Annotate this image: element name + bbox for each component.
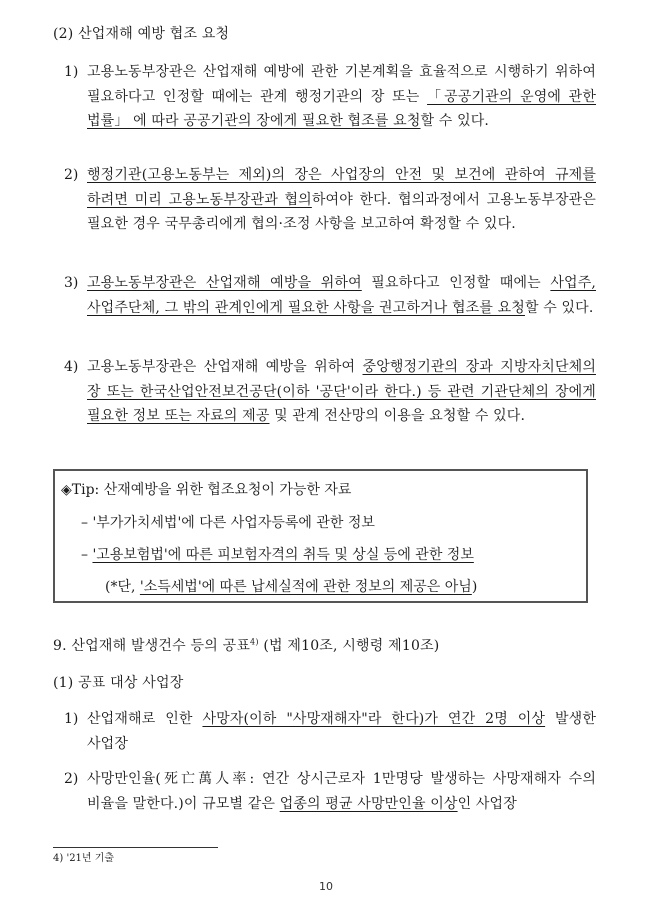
dash-bullet: – bbox=[81, 547, 88, 563]
text-span: 발생한 사업장 bbox=[87, 711, 597, 752]
underlined-text: 사업주, 사업주단체, 그 밖의 관계인에게 필요한 사항을 권고하거나 협조를 요청 bbox=[87, 275, 596, 316]
tip-line-3: (*단, '소득세법'에 따른 납세실적에 관한 정보의 제공은 아님) bbox=[105, 579, 478, 595]
text-span: 고용노동부장관은 산업재해 예방에 관한 기본계획을 효율적으로 시행하기 위하여 필요하다고 인정할 때에는 관계 행정기관의 장 또는 bbox=[87, 64, 596, 105]
text-span: 할 수 있다. bbox=[420, 113, 490, 129]
item-body bbox=[87, 355, 596, 429]
underlined-text: 고용노동부장관은 산업재해 예방을 위하여 bbox=[87, 275, 362, 291]
list-item-2 bbox=[64, 163, 596, 237]
item-number: 2) bbox=[64, 167, 79, 183]
item-number: 1) bbox=[64, 64, 79, 80]
diamond-bullet-icon: ◈ bbox=[61, 482, 72, 498]
item-body bbox=[87, 707, 596, 756]
section-heading-accident-disclosure: 9. 산업재해 발생건수 등의 공표$^{4)}$ (법 제10조, 시행령 제10조) bbox=[53, 637, 440, 654]
underlined-text: 행정기관(고용노동부는 제외)의 장은 사업장의 안전 및 보건에 관하여 규제를 하려면 미리 고용노동부장관과 협의 bbox=[87, 167, 596, 208]
item-body bbox=[87, 60, 596, 134]
underlined-text: 사망자(이하 "사망재해자"라 한다)가 연간 2명 이상 bbox=[202, 711, 546, 727]
item-number: 1) bbox=[64, 711, 79, 727]
list-item-1 bbox=[64, 60, 596, 134]
item-body bbox=[87, 163, 596, 237]
text-span: 사망만인율(死亡萬人率: 연간 상시근로자 1만명당 발생하는 사망재해자 수의 비율을 말한다.)이 규모별 같은 bbox=[87, 771, 596, 812]
text-span: 필요하다고 인정할 때에는 bbox=[361, 275, 551, 291]
item-number: 2) bbox=[64, 771, 79, 787]
subheading-target-workplaces: (1) 공표 대상 사업장 bbox=[53, 675, 184, 691]
list-item-disclosure-1 bbox=[64, 707, 596, 756]
text-span: 하여야 한다. 협의과정에서 고용노동부장관은 필요한 경우 국무총리에게 협의·조정 사항을 보고하여 확정할 수 있다. bbox=[87, 191, 596, 232]
tip-line-1: – '부가가치세법'에 다른 사업자등록에 관한 정보 bbox=[81, 515, 375, 531]
underlined-text: 「공공기관의 운영에 관한 법률」 에 따라 공공기관의 장에게 필요한 협조를 요청 bbox=[87, 88, 597, 129]
section-heading-cooperation-request: (2) 산업재해 예방 협조 요청 bbox=[53, 26, 230, 42]
footnote: 4) '21년 기출 bbox=[53, 853, 115, 864]
footnote-divider bbox=[53, 847, 218, 848]
item-body bbox=[87, 767, 596, 816]
item-number: 4) bbox=[64, 359, 79, 375]
dash-bullet: – bbox=[81, 515, 88, 531]
text-span: 할 수 있다. bbox=[524, 299, 594, 316]
tip-box bbox=[53, 469, 588, 603]
item-number: 3) bbox=[64, 275, 79, 291]
footnote-reference[interactable]: 4) bbox=[250, 637, 259, 647]
underlined-text: 중앙행정기관의 장과 지방자치단체의 장 또는 한국산업안전보건공단(이하 '공단'이라 한다.) 등 관련 기관단체의 장에게 필요한 정보 또는 자료의 제공 bbox=[87, 359, 596, 424]
underlined-text: 업종의 평균 사망만인율 이상 bbox=[279, 795, 458, 812]
list-item-3 bbox=[64, 271, 596, 320]
text-span: 산업재해로 인한 bbox=[87, 711, 203, 727]
tip-title: ◈Tip: 산재예방을 위한 협조요청이 가능한 자료 bbox=[61, 482, 352, 498]
text-span: 및 관계 전산망의 이용을 요청할 수 있다. bbox=[269, 408, 526, 424]
tip-line-2: – '고용보험법'에 따른 피보험자격의 취득 및 상실 등에 관한 정보 bbox=[81, 547, 474, 563]
list-item-4 bbox=[64, 355, 596, 429]
text-span: 인 사업장 bbox=[457, 795, 517, 812]
list-item-disclosure-2 bbox=[64, 767, 596, 816]
page-number: 10 bbox=[319, 880, 333, 893]
item-body bbox=[87, 271, 596, 320]
text-span: 고용노동부장관은 산업재해 예방을 위하여 bbox=[87, 359, 363, 375]
